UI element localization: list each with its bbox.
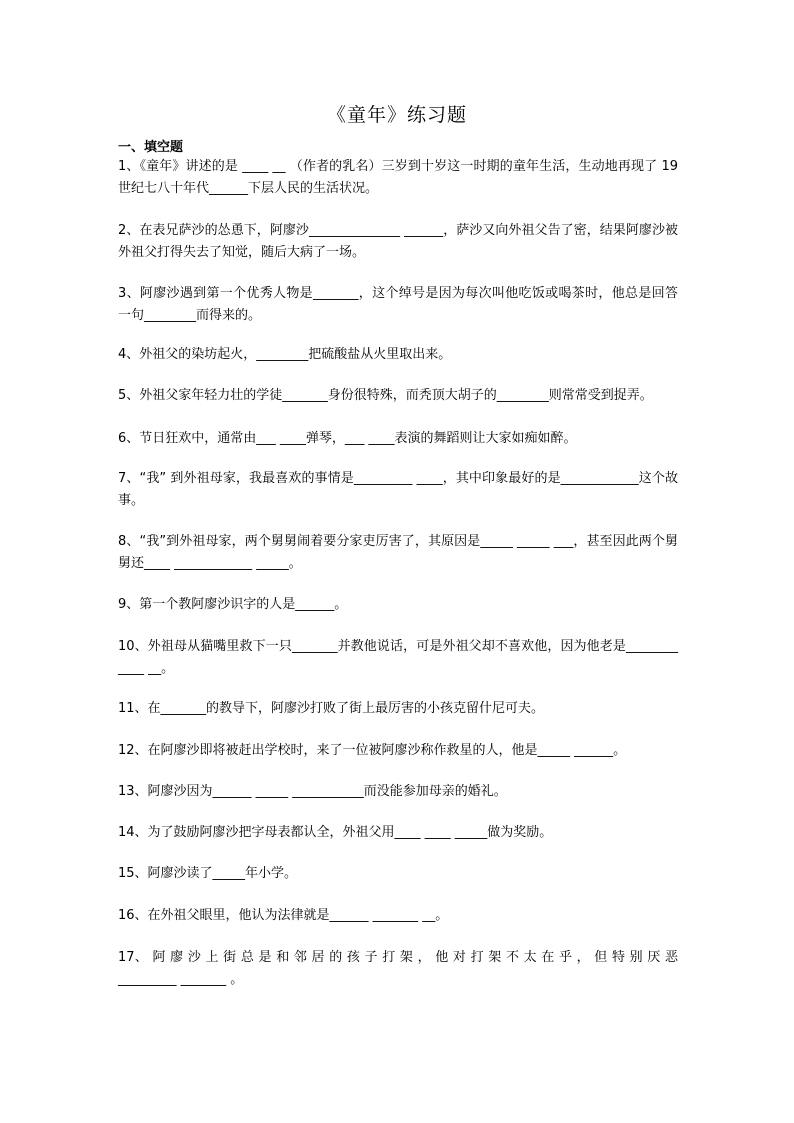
question-text: 1、《童年》讲述的是 ____ __ （作者的乳名）三岁到十岁这一时期的童年生活，生动地再现了 19 世纪七八十年代______下层人民的生活状况。: [118, 159, 683, 196]
page-title: 《童年》练习题: [326, 104, 467, 126]
question-5: [118, 385, 678, 407]
question-7: [118, 468, 678, 512]
question-text: 9、第一个教阿廖沙识字的人是______。: [118, 597, 348, 612]
question-10: [118, 636, 683, 680]
question-4: [118, 344, 678, 366]
question-text: 16、在外祖父眼里，他认为法律就是______ _______ __。: [118, 908, 449, 923]
question-2: [118, 220, 678, 264]
question-1: [118, 156, 683, 200]
question-15: [118, 863, 678, 885]
question-text: 4、外祖父的染坊起火，________把硫酸盐从火里取出来。: [118, 347, 452, 362]
question-text: 2、在表兄萨沙的怂恿下，阿廖沙______________ ______，萨沙又向外祖父告了密，结果阿廖沙被外祖父打得失去了知觉，随后大病了一场。: [118, 223, 678, 260]
question-8: [118, 531, 678, 575]
question-text: 7、“我” 到外祖母家，我最喜欢的事情是_________ ____，其中印象最好的是____________这个故事。: [118, 471, 678, 508]
question-text: 15、阿廖沙读了_____年小学。: [118, 866, 298, 881]
question-text: 10、外祖母从猫嘴里救下一只_______并教他说话，可是外祖父却不喜欢他，因为他老是________ ____ __。: [118, 639, 683, 676]
question-text: 13、阿廖沙因为______ _____ ___________而没能参加母亲的婚礼。: [118, 784, 507, 799]
question-3: [118, 283, 678, 327]
question-text: 8、“我”到外祖母家，两个舅舅闹着要分家吏厉害了，其原因是_____ _____ ___，甚至因此两个舅舅还____ ____________ _____。: [118, 534, 678, 571]
question-9: [118, 594, 678, 616]
question-13: [118, 781, 678, 803]
question-12: [118, 740, 678, 762]
question-text: 6、节日狂欢中，通常由___ ____弹琴，___ ____表演的舞蹈则让大家如痴如醉。: [118, 431, 577, 446]
question-16: [118, 905, 678, 927]
question-17: [118, 947, 683, 991]
question-11: [118, 698, 678, 720]
question-text: 3、阿廖沙遇到第一个优秀人物是_______，这个绰号是因为每次叫他吃饭或喝茶时，他总是回答一句________而得来的。: [118, 286, 678, 323]
question-text: 12、在阿廖沙即将被赶出学校时，来了一位被阿廖沙称作救星的人，他是_____ ______。: [118, 743, 627, 758]
question-text: 11、在_______的教导下，阿廖沙打败了街上最厉害的小孩克留什尼可夫。: [118, 701, 545, 716]
question-text: 17、 阿 廖 沙 上 街 总 是 和 邻 居 的 孩 子 打 架 ， 他 对 打 架 不 太 在 乎 ， 但 特 别 厌 恶 _________ _______ 。: [118, 950, 683, 987]
question-text: 5、外祖父家年轻力壮的学徒_______身份很特殊，而秃顶大胡子的________则常常受到捉弄。: [118, 388, 653, 403]
section-heading: 一、填空题: [118, 140, 184, 155]
question-text: 14、为了鼓励阿廖沙把字母表都认全，外祖父用____ ____ _____做为奖励。: [118, 825, 553, 840]
question-6: [118, 428, 678, 450]
question-14: [118, 822, 678, 844]
